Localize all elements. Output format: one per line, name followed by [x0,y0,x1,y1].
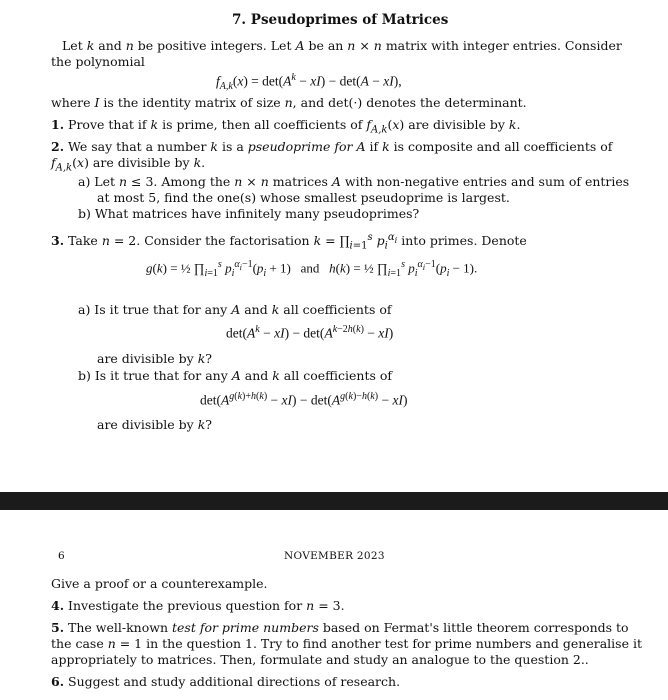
question-3a-tail: are divisible by k? [97,351,212,366]
intro-line-2: the polynomial [51,54,145,69]
question-1: 1. Prove that if k is prime, then all coefficients of $f_{A,k}(x)$ are divisible by k. [51,117,521,136]
proof-line: Give a proof or a counterexample. [51,576,268,591]
question-6: 6. Suggest and study additional directions of research. [51,674,401,689]
question-2b: b) What matrices have infinitely many pseudoprimes? [78,206,420,221]
formula-f: $f_{A,k}(x) = \det(A^k - xI) - \det(A - xI)$, [216,72,402,93]
question-2-line-2: $f_{A,k}(x)$ are divisible by k. [51,155,206,174]
question-2-line-1: 2. We say that a number k is a pseudoprime for A if k is composite and all coefficients of [51,139,613,154]
section-title: 7. Pseudoprimes of Matrices [232,12,449,28]
page-divider [0,492,668,510]
page-number: 6 [58,550,65,562]
question-3a-line: a) Is it true that for any A and k all coefficients of [78,302,392,317]
question-5-line-3: appropriately to matrices. Then, formulate and study an analogue to the question 2.. [51,652,589,667]
question-5-line-2: the case n = 1 in the question 1. Try to find another test for prime numbers and generalise it [51,636,642,651]
formula-3b: $\det(A^{g(k)+h(k)} - xI) - \det(A^{g(k)-h(k)} - xI)$ [200,391,408,408]
formula-g-h: g(k) = ½ $\prod_{i=1}^s$ $p_i^{\alpha_i-1}(p_i + 1)$ and h(k) = ½ $\prod_{i=1}^s$ $p_i^{\alpha_i-1}(p_i - 1)$. [146,259,478,279]
question-2a-line-1: a) Let n ≤ 3. Among the n × n matrices A with non-negative entries and sum of entries [78,174,630,189]
intro-line-3: where I is the identity matrix of size n, and det(·) denotes the determinant. [51,95,527,110]
page-bottom [0,510,668,700]
intro-line-1: Let k and n be positive integers. Let A be an n × n matrix with integer entries. Consider [62,38,622,53]
formula-3a: $\det(A^k - xI) - \det(A^{k-2h(k)} - xI)$ [226,324,394,341]
question-3-line-1: 3. Take n = 2. Consider the factorisation $k = \prod_{i=1}^s$ $p_i^{\alpha_i}$ into primes. Denote [51,232,527,252]
question-3b-tail: are divisible by k? [97,417,212,432]
question-4: 4. Investigate the previous question for n = 3. [51,598,345,613]
question-2a-line-2: at most 5, find the one(s) whose smallest pseudoprime is largest. [97,190,510,205]
question-3b-line: b) Is it true that for any A and k all coefficients of [78,368,393,383]
running-header: NOVEMBER 2023 [284,550,385,562]
question-5-line-1: 5. The well-known test for prime numbers based on Fermat's little theorem corresponds to [51,620,629,635]
